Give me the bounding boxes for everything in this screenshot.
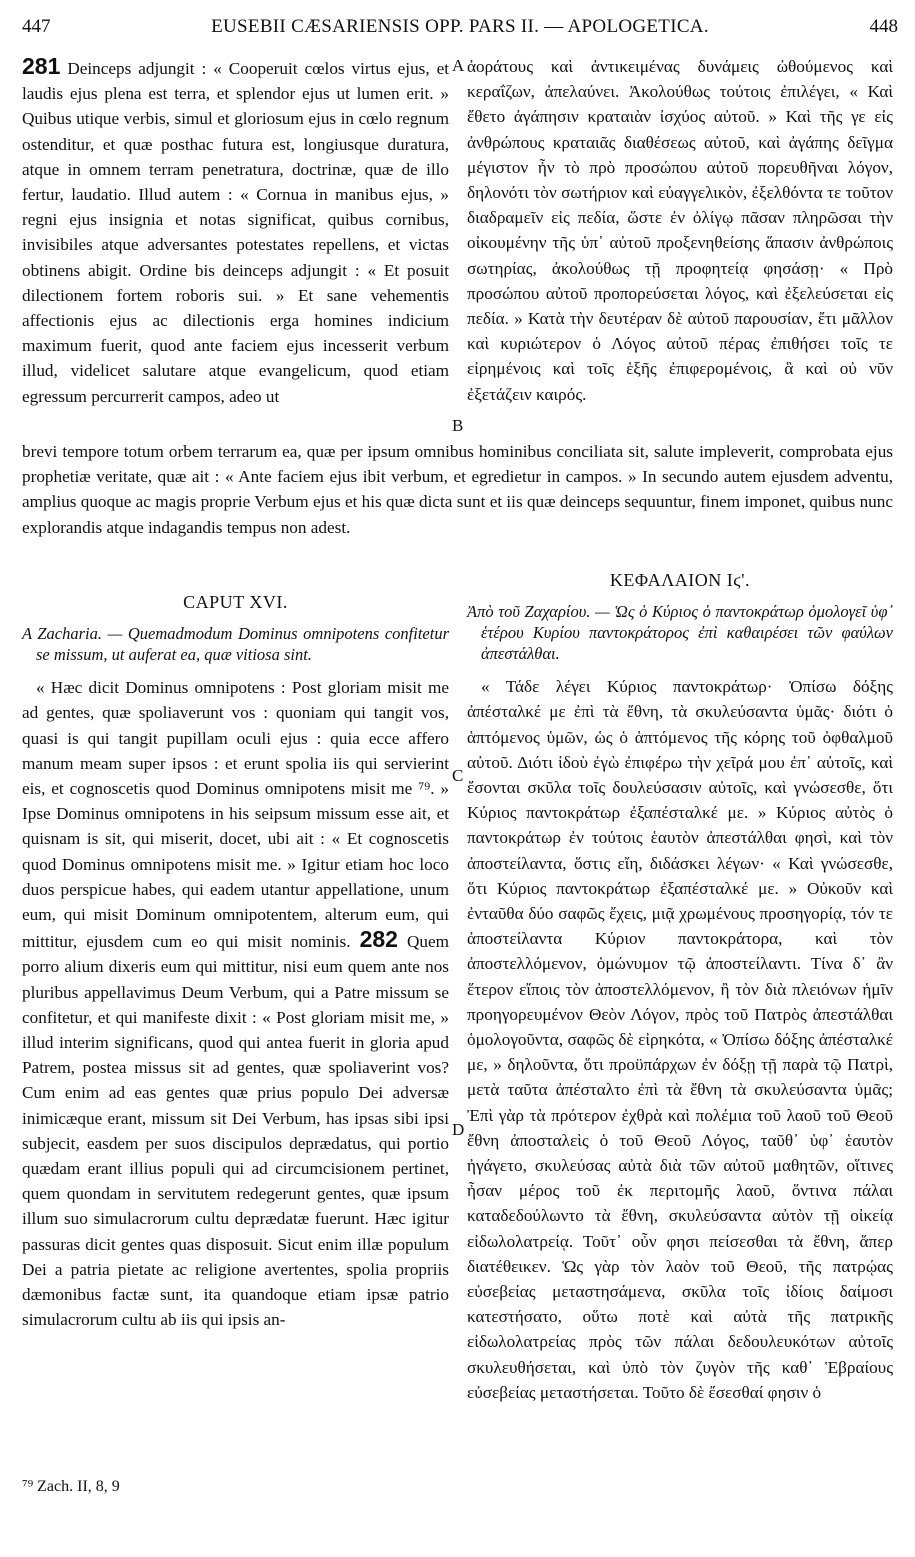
greek-column-bottom (467, 564, 893, 1405)
latin-column-bottom (22, 586, 449, 1332)
margin-letter-a: A (452, 56, 465, 75)
latin-fullwidth-continuation (22, 439, 893, 540)
latin-paragraph-full: brevi tempore totum orbem terrarum ea, quæ per ipsum omnibus hominibus conciliata sit, salute impleverit, comprobata ejus prophetiæ veritate, quæ ait : « Ante faciem ejus ibit verbum, et egredietur in campos. » In secundo autem ejusdem adventu, amplius quoque ac magis proprie Verbum ejus et his quæ dicta sunt et iis quæ deinceps sequuntur, finem imponet, quibus nunc explorandis atque indagandis tempus non adest. (22, 442, 893, 537)
section-number-282: 282 (359, 926, 398, 953)
latin-chapter-heading: CAPUT XVI. (183, 592, 288, 612)
margin-letter-d: D (452, 1120, 465, 1139)
latin-chapter-subheading: A Zacharia. — Quemadmodum Dominus omnipotens confitetur se missum, ut auferat ea, quæ vitiosa sint. (22, 624, 449, 665)
greek-chapter-subheading: Ἀπὸ τοῦ Ζαχαρίου. — Ὡς ὁ Κύριος ὁ παντοκράτωρ ὁμολογεῖ ὑφ᾽ ἑτέρου Κυρίου παντοκράτορος ἐπὶ καθαιρέσει τῶν φαύλων ἀπεστάλθαι. (467, 602, 893, 664)
latin-paragraph-bottom-2: Quem porro alium dixeris eum qui mittitur, nisi eum quem ante nos pluribus appellavimus Deum Verbum, qui a Patre missum se confitetur, et qui manifeste dixit : « Post gloriam misit me, » illud interim significans, quod qui antea fuerit in gloria apud Patrem, postea missus sit ad gentes, quæ spoliaverint vos? Cum enim ad eas gentes quæ prius populo Dei adversæ inimicæque erant, missum sit Dei Verbum, has ipsas sibi ipsi subjecit, easdem per suos discipulos deprædatus, qui portio quædam erant illius populi qui ad circumcisionem pertinet, quem quondam in servitutem redegerunt gentes, quæ ipsum illum suo simulacrorum cultu deprædatæ fuerunt. Hæc igitur passuras dicit gentes quas disposuit. Sicut enim illæ populum Dei a patria pietate ac religione avertentes, spolia propriis dæmonibus factæ sunt, ita quandoque etiam ipsæ patrio simulacrorum cultu ab iis qui ipsis an- (22, 932, 450, 1330)
greek-paragraph-top: ἀοράτους καὶ ἀντικειμένας δυνάμεις ὠθούμενος καὶ κεραΐζων, ἀπελαύνει. Ἀκολούθως τούτοις ἐπιλέγει, « Καὶ ἔθετο ἀγάπησιν κραταιὰν ἰσχύος αὐτοῦ. » Καὶ τῆς γε εἰς ἀνθρώπους κραταιᾶς διαθέσεως αὐτοῦ, καὶ ἀγάπης δεῖγμα μέγιστον ἦν τὸ πρὸ προσώπου αὐτοῦ πορευθῆναι λόγον, δηλονότι τὸν σωτήριον καὶ εὐαγγελικὸν, ἐξελθόντα τε τοῦτον διαδραμεῖν εἰς πεδία, ὥστε ἐν ὀλίγῳ πᾶσαν πληρῶσαι τὴν οἰκουμένην τῆς ὑπ᾽ αὐτοῦ προξενηθείσης ἅπασιν ἀνθρώποις σωτηρίας, ἀκολούθως τῇ προφητείᾳ φησάσῃ· « Πρὸ προσώπου αὐτοῦ προπορεύσεται λόγος, καὶ ἐξελεύσεται εἰς πεδία. » Κατὰ τὴν δευτέραν δὲ αὐτοῦ παρουσίαν, ἔτι μᾶλλον καὶ κυριώτερον ὁ Λόγος αὐτοῦ πέρας ἐπιθήσει τοῖς τε εἰρημένοις καὶ τοῖς ἑξῆς ἐπιφερομένοις, ἃ καὶ οὐ νῦν ἐξετάζειν καιρός. (467, 57, 893, 404)
footnote: ⁷⁹ Zach. II, 8, 9 (22, 1478, 120, 1495)
latin-paragraph-bottom-1: « Hæc dicit Dominus omnipotens : Post gloriam misit me ad gentes, quæ spoliaverunt vos : quoniam qui tangit vos, quasi is qui tangit pupillam oculi ejus : quia ecce affero manum meam super ipsos : et erunt spolia iis qui servierint eis, et cognoscetis quod Dominus omnipotens misit me ⁷⁹. » Ipse Dominus omnipotens in his seipsum missum esse ait, et quisnam is sit, qui miserit, docet, ubi ait : « Et cognoscetis quod Dominus omnipotens misit me. » Igitur etiam hoc loco duos perspicue habes, qui eadem utantur appellatione, unum eum, qui misit Dominum omnipotentem, alterum eum, qui mittitur, ejusdem cum eo qui misit nominis. (22, 678, 449, 952)
margin-letter-c: C (452, 766, 464, 785)
running-title: EUSEBII CÆSARIENSIS OPP. PARS II. — APOLOGETICA. (211, 16, 709, 37)
margin-letter-b: B (452, 416, 464, 435)
running-header (22, 16, 898, 44)
greek-paragraph-bottom: « Τάδε λέγει Κύριος παντοκράτωρ· Ὀπίσω δόξης ἀπέσταλκέ με ἐπὶ τὰ ἔθνη, τὰ σκυλεύσαντα ὑμᾶς· διότι ὁ ἁπτόμενος ὑμῶν, ὡς ὁ ἁπτόμενος τῆς κόρης τοῦ ὀφθαλμοῦ αὐτοῦ. Διότι ἰδοὺ ἐγὼ ἐπιφέρω τὴν χεῖρά μου ἐπ᾽ αὐτοῖς, καὶ ἔσονται σκῦλα τοῖς δουλεύσασιν αὐτοῖς, καὶ γνώσεσθε, ὅτι Κύριος παντοκράτωρ ἐξαπέσταλκέ με. » Κύριος αὐτὸς ὁ παντοκράτωρ ἐν τούτοις ἑαυτὸν ἀπεστάλθαι φησὶ, καὶ τὸν ἀποστείλαντα, ὅστις εἴη, διδάσκει λέγων· « Καὶ γνώσεσθε, ὅτι Κύριος παντοκράτωρ ἐξαπέσταλκέ με. » Οὐκοῦν καὶ ἐνταῦθα δύο σαφῶς ἔχεις, μιᾷ χρωμένους προσηγορίᾳ, τόν τε ἀποστείλαντα Κύριον παντοκράτορα, καὶ τὸν ἀποστελλόμενον, ὁμώνυμον τῷ ἀποστείλαντι. Τίνα δ᾽ ἂν ἕτερον εἴποις τὸν ἀποστελλόμενον, ἢ τὸν διὰ πλειόνων ἡμῖν προηγορευμένον Θεὸν Λόγον, πρὸς τοῦ Πατρὸς ἀπεστάλθαι ὁμολογοῦντα, σαφῶς δὲ εἰρηκότα, « Ὀπίσω δόξης ἀπέσταλκέ με, » δηλοῦντα, ὅτι προϋπάρχων ἐν δόξῃ τῇ παρὰ τῷ Πατρὶ, μετὰ ταῦτα ἀπέσταλτο ἐπὶ τὰ ἔθνη τὰ σκυλεύσαντα ὑμᾶς; Ἐπὶ γὰρ τὰ πρότερον ἐχθρὰ καὶ πολέμια τοῦ λαοῦ τοῦ Θεοῦ ἔθνη ἀποσταλεὶς ὁ τοῦ Θεοῦ Λόγος, ταῦθ᾽ ὑφ᾽ ἑαυτὸν ἠγάγετο, σκυλεύσας αὐτὰ διὰ τῶν αὐτοῦ μαθητῶν, οἵτινες ἦσαν μέρος τοῦ ἐκ περιτομῆς λαοῦ, ὅντινα πάλαι καταδεδούλωντο τὰ ἔθνη, σκυλεύσαντα αὐτὸν τῇ οἰκείᾳ εἰδωλολατρείᾳ. Τοῦτ᾽ οὖν φησι πείσεσθαι τὰ ἔθνη, ἅπερ διατέθεικεν. Ὡς γὰρ τὸν λαὸν τοῦ Θεοῦ, τῆς πατρῴας εὐσεβείας μεταστησάμενα, σκῦλα τοῖς ἰδίοις δαίμοσι κατεστήσατο, οὕτω ποτὲ καὶ αὐτὰ τῆς πατρικῆς εἰδωλολατρείας πρὸς τῶν πάλαι δεδουλευκότων αὐτοῖς σκυλευθήσεται, καὶ ὑπὸ τὸν ζυγὸν τῆς καθ᾽ Ἑβραίους εὐσεβείας μεταστήσεται. Τοῦτο δὲ ἔσεσθαί φησιν ὁ (467, 677, 893, 1402)
greek-chapter-heading: ΚΕΦΑΛΑΙΟΝ Ιϛ'. (609, 570, 751, 590)
greek-column-top (467, 54, 893, 407)
page-number-left: 447 (22, 16, 51, 37)
latin-column-top (22, 54, 449, 409)
page-number-right: 448 (869, 16, 898, 37)
latin-paragraph-top: Deinceps adjungit : « Cooperuit cœlos virtus ejus, et laudis ejus plena est terra, et splendor ejus ut lumen erit. » Quibus utique verbis, simul et gloriosum ejus in cœlo regnum ostenditur, et quæ posthac futura est, longiusque duratura, atque in omnem terram penetratura, doctrinæ, quæ de illo fertur, laudatio. Illud autem : « Cornua in manibus ejus, » regni ejus insignia et notas significat, quibus cornibus, invisibiles atque adversantes potestates repellens, et victas obtinens abigit. Ordine bis deinceps adjungit : « Et posuit dilectionem fortem roboris sui. » Et sane vehementis affectionis ejus ac dilectionis erga homines indicium maximum fuerit, quod ante faciem ejus incesserit verbum illud, videlicet salutare atque evangelicum, quod etiam egressum percurrerit campos, adeo ut (22, 59, 450, 406)
section-number-281: 281 (22, 53, 61, 79)
